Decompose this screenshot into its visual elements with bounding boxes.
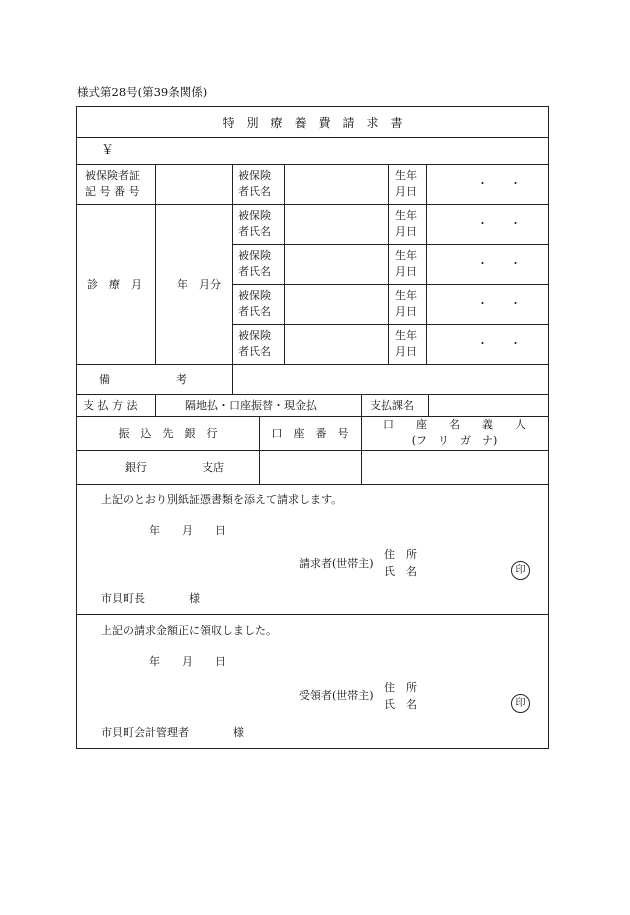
- bank-branch-field[interactable]: 銀行 支店: [125, 461, 224, 474]
- payment-section-field[interactable]: [430, 396, 546, 414]
- payment-section-label: 支払課名: [370, 399, 414, 412]
- birth-label: 生年 月日: [395, 289, 417, 318]
- rule: [77, 450, 548, 451]
- amount-symbol: ￥: [101, 143, 115, 158]
- receipt-date[interactable]: 年 月 日: [149, 655, 226, 668]
- rule: [77, 137, 548, 138]
- birth-date-field[interactable]: ・ ・: [477, 177, 521, 190]
- rule: [155, 394, 156, 416]
- request-text: 上記のとおり別紙証憑書類を添えて請求します。: [101, 493, 343, 506]
- rule: [77, 204, 548, 205]
- birth-date-field[interactable]: ・ ・: [477, 337, 521, 350]
- insured-name-label: 被保険 者氏名: [238, 289, 271, 318]
- insured-name-label: 被保険 者氏名: [238, 249, 271, 278]
- treatment-month-value[interactable]: 年 月分: [177, 278, 221, 291]
- receipt-text: 上記の請求金額正に領収しました。: [101, 624, 277, 637]
- rule: [232, 324, 548, 325]
- mayor-label: 市貝町長 様: [101, 592, 200, 605]
- insured-name-label: 被保険 者氏名: [238, 169, 271, 198]
- rule: [428, 394, 429, 416]
- rule: [77, 164, 548, 165]
- account-number-field[interactable]: [261, 452, 359, 482]
- rule: [232, 244, 548, 245]
- account-holder-label: 口 座 名 義 人 (フ リ ガ ナ): [383, 418, 526, 447]
- seal-mark: 印: [511, 561, 530, 580]
- request-date[interactable]: 年 月 日: [149, 524, 226, 537]
- insured-cert-number-field[interactable]: [157, 166, 230, 202]
- rule: [232, 284, 548, 285]
- bank-label: 振 込 先 銀 行: [118, 427, 218, 440]
- treatment-month-label: 診 療 月: [87, 278, 142, 291]
- birth-label: 生年 月日: [395, 169, 417, 198]
- name-label: 氏 名: [384, 698, 417, 711]
- payment-method-value[interactable]: 隔地払・口座振替・現金払: [185, 399, 317, 412]
- accountant-label: 市貝町会計管理者 様: [101, 726, 244, 739]
- rule: [232, 164, 233, 394]
- account-holder-field[interactable]: [363, 452, 546, 482]
- rule: [284, 164, 285, 364]
- rule: [155, 164, 156, 364]
- rule: [388, 164, 389, 364]
- remarks-field[interactable]: [234, 366, 546, 392]
- rule: [77, 484, 548, 485]
- remarks-label: 備 考: [99, 373, 187, 386]
- form-number: 様式第28号(第39条関係): [77, 85, 208, 99]
- rule: [361, 394, 362, 416]
- recipient-label: 受領者(世帯主): [299, 689, 374, 702]
- rule: [77, 394, 548, 395]
- document-title: 特 別 療 養 費 請 求 書: [222, 116, 403, 130]
- rule: [77, 364, 548, 365]
- claim-form: [76, 106, 549, 749]
- payment-method-label: 支 払 方 法: [83, 399, 138, 412]
- insured-name-field[interactable]: [286, 166, 386, 202]
- seal-mark: 印: [511, 694, 530, 713]
- insured-name-label: 被保険 者氏名: [238, 329, 271, 358]
- rule: [426, 164, 427, 364]
- address-label: 住 所: [384, 681, 417, 694]
- birth-date-field[interactable]: ・ ・: [477, 217, 521, 230]
- birth-date-field[interactable]: ・ ・: [477, 297, 521, 310]
- name-label: 氏 名: [384, 565, 417, 578]
- account-number-label: 口 座 番 号: [271, 427, 349, 440]
- birth-date-field[interactable]: ・ ・: [477, 257, 521, 270]
- rule: [77, 614, 548, 615]
- amount-field[interactable]: [117, 139, 537, 163]
- insured-name-label: 被保険 者氏名: [238, 209, 271, 238]
- claimant-label: 請求者(世帯主): [299, 557, 374, 570]
- rule: [259, 416, 260, 484]
- birth-label: 生年 月日: [395, 249, 417, 278]
- insured-cert-label: 被保険者証 記 号 番 号: [85, 169, 140, 198]
- birth-label: 生年 月日: [395, 209, 417, 238]
- birth-label: 生年 月日: [395, 329, 417, 358]
- address-label: 住 所: [384, 548, 417, 561]
